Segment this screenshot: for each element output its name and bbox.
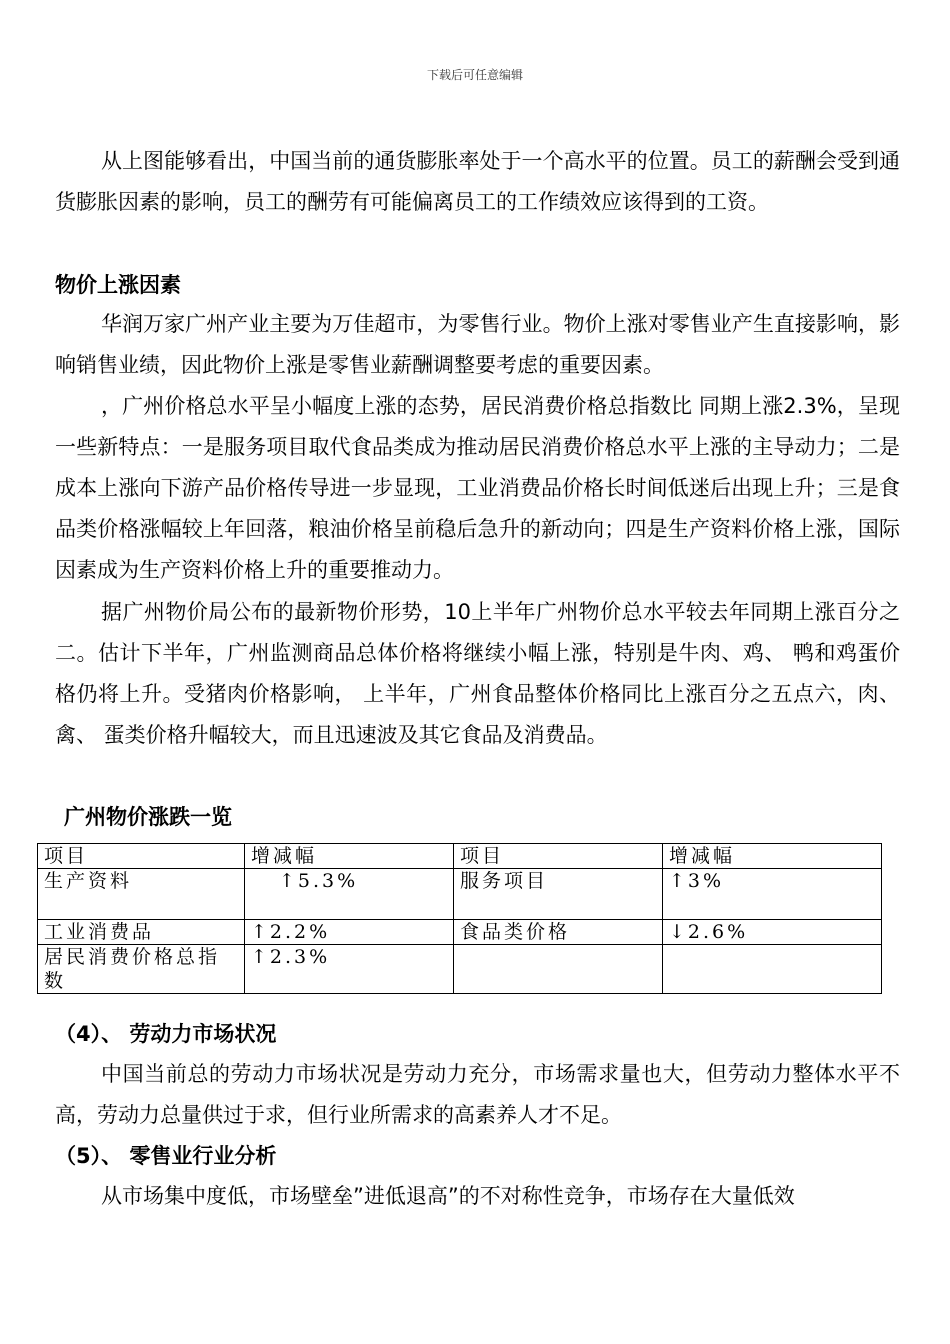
price-change-table [37, 843, 882, 994]
table-cell: ↑3% [663, 869, 882, 920]
table-cell: ↑2.2% [245, 920, 454, 945]
table-row [38, 920, 882, 945]
heading-price-factors: 物价上涨因素 [55, 273, 181, 297]
page-header: 下载后可任意编辑 [426, 68, 523, 82]
header-cell-change: 增减幅 [663, 844, 882, 869]
table-row [38, 945, 882, 994]
header-cell-item: 项目 [38, 844, 245, 869]
table-cell [663, 945, 882, 994]
table-cell: 工业消费品 [38, 920, 245, 945]
paragraph-retail-impact: 华润万家广州产业主要为万佳超市，为零售行业。物价上涨对零售业产生直接影响，影响销售业绩，因此物价上涨是零售业薪酬调整要考虑的重要因素。 [55, 312, 900, 377]
table-cell: 生产资料 [38, 869, 245, 920]
table-cell: 服务项目 [454, 869, 663, 920]
paragraph-price-trend: ，广州价格总水平呈小幅度上涨的态势，居民消费价格总指数比 同期上涨2.3%，呈现一些新特点：一是服务项目取代食品类成为推动居民消费价格总水平上涨的主导动力；二是成本上涨向下游产品价格传导进一步显现，工业消费品价格长时间低迷后出现上升；三是食品类价格涨幅较上年回落，粮油价格呈前稳后急升的新动向；四是生产资料价格上涨，国际因素成为生产资料价格上升的重要推动力。 [55, 394, 900, 582]
table-cell [454, 945, 663, 994]
header-cell-change: 增减幅 [245, 844, 454, 869]
paragraph-retail-analysis: 从市场集中度低，市场壁垒”进低退高”的不对称性竞争，市场存在大量低效 [101, 1184, 795, 1208]
table-cell: ↓2.6% [663, 920, 882, 945]
table-title: 广州物价涨跌一览 [64, 804, 232, 829]
header-cell-item: 项目 [454, 844, 663, 869]
heading-retail-analysis: （5）、 零售业行业分析 [55, 1144, 277, 1168]
table-header-row [38, 844, 882, 869]
table-cell: ↑2.3% [245, 945, 454, 994]
paragraph-labor-market: 中国当前总的劳动力市场状况是劳动力充分，市场需求量也大，但劳动力整体水平不高，劳动力总量供过于求，但行业所需求的高素养人才不足。 [55, 1062, 900, 1127]
paragraph-price-bureau: 据广州物价局公布的最新物价形势，10上半年广州物价总水平较去年同期上涨百分之二。估计下半年，广州监测商品总体价格将继续小幅上涨，特别是牛肉、鸡、 鸭和鸡蛋价格仍将上升。受猪肉价格影响， 上半年，广州食品整体价格同比上涨百分之五点六，肉、 禽、 蛋类价格升幅较大，而且迅速波及其它食品及消费品。 [55, 600, 900, 747]
table-row [38, 869, 882, 920]
table-cell: ↑5.3% [245, 869, 454, 920]
table-cell: 食品类价格 [454, 920, 663, 945]
table-cell: 居民消费价格总指数 [38, 945, 245, 994]
paragraph-inflation: 从上图能够看出，中国当前的通货膨胀率处于一个高水平的位置。员工的薪酬会受到通货膨胀因素的影响，员工的酬劳有可能偏离员工的工作绩效应该得到的工资。 [55, 149, 900, 214]
heading-labor-market: （4）、 劳动力市场状况 [55, 1022, 277, 1046]
